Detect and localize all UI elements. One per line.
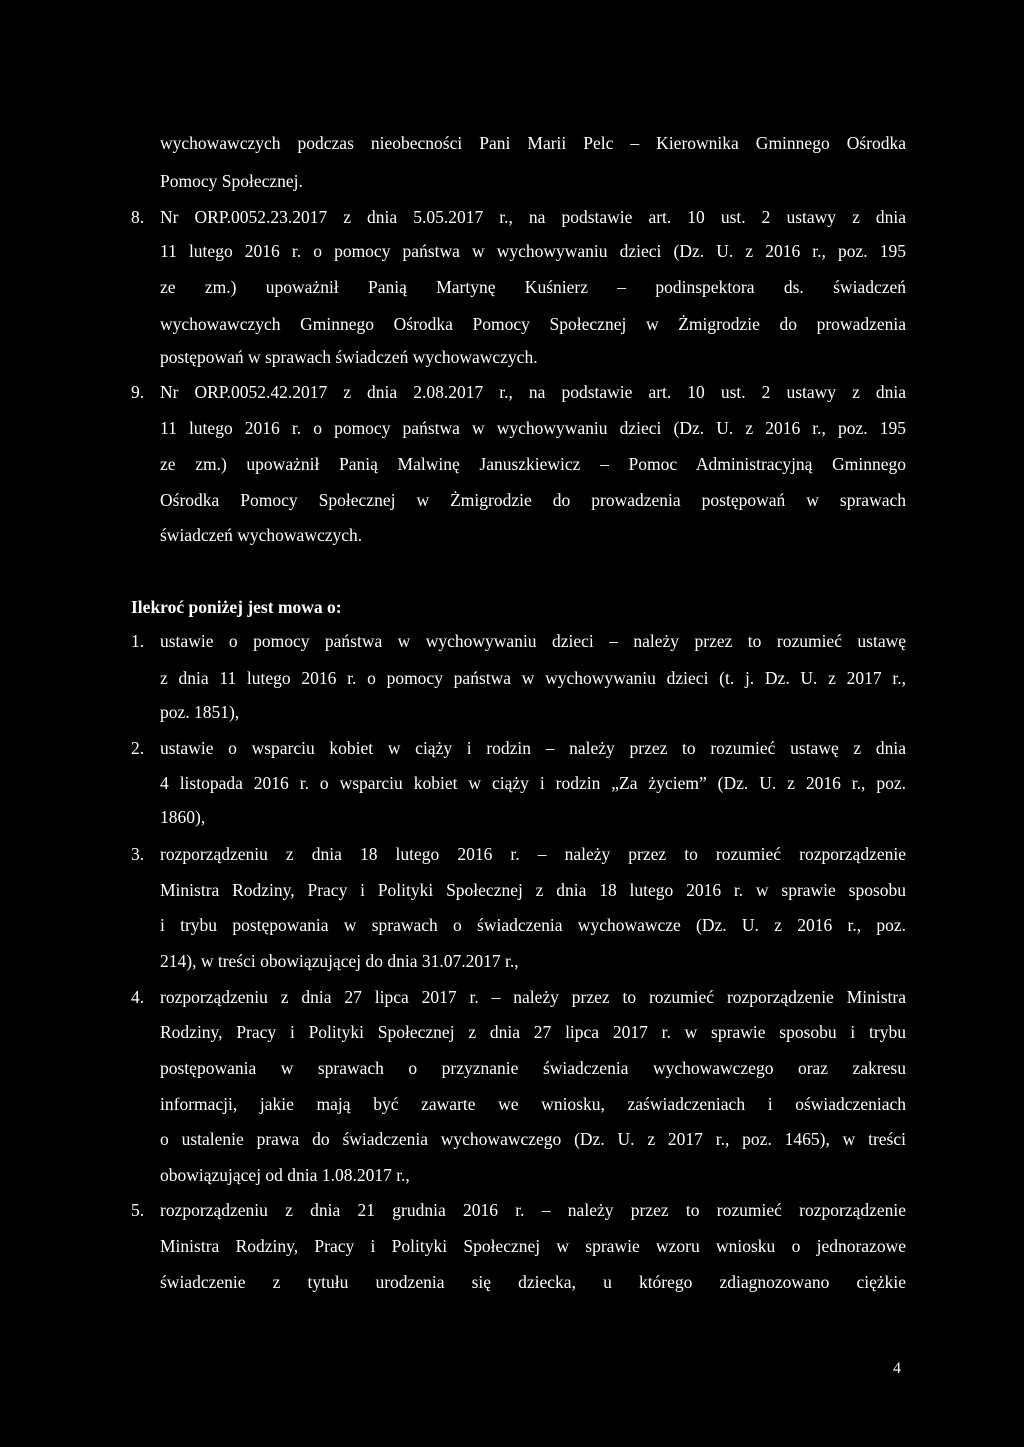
def-3-line-4: 214), w treści obowiązującej do dnia 31.07.2017 r., [160,951,519,971]
item-8-line-4: wychowawczych Gminnego Ośrodka Pomocy Społecznej w Żmigrodzie do prowadzenia [160,314,906,334]
item-8-line-5: postępowań w sprawach świadczeń wychowawczych. [160,347,538,367]
def-2-line-1: ustawie o wsparciu kobiet w ciąży i rodzin – należy przez to rozumieć ustawę z dnia [160,738,906,758]
def-5-number: 5. [131,1200,145,1220]
item-9-line-4: Ośrodka Pomocy Społecznej w Żmigrodzie do prowadzenia postępowań w sprawach [160,490,906,510]
item-8-line-1: Nr ORP.0052.23.2017 z dnia 5.05.2017 r., na podstawie art. 10 ust. 2 ustawy z dnia [160,207,906,227]
def-4-line-4: informacji, jakie mają być zawarte we wniosku, zaświadczeniach i oświadczeniach [160,1094,906,1114]
def-2-line-3: 1860), [160,807,206,827]
item-9-line-1: Nr ORP.0052.42.2017 z dnia 2.08.2017 r., na podstawie art. 10 ust. 2 ustawy z dnia [160,382,906,402]
def-5-line-3: świadczenie z tytułu urodzenia się dziecka, u którego zdiagnozowano ciężkie [160,1272,906,1292]
def-4-number: 4. [131,987,145,1007]
item-9-line-2: 11 lutego 2016 r. o pomocy państwa w wychowywaniu dzieci (Dz. U. z 2016 r., poz. 195 [160,418,906,438]
def-1-line-1: ustawie o pomocy państwa w wychowywaniu dzieci – należy przez to rozumieć ustawę [160,631,906,651]
intro-line-1: wychowawczych podczas nieobecności Pani Marii Pelc – Kierownika Gminnego Ośrodka [160,133,906,153]
def-2-line-2: 4 listopada 2016 r. o wsparciu kobiet w ciąży i rodzin „Za życiem” (Dz. U. z 2016 r., poz. [160,773,906,793]
def-3-line-1: rozporządzeniu z dnia 18 lutego 2016 r. – należy przez to rozumieć rozporządzenie [160,844,906,864]
item-8-line-2: 11 lutego 2016 r. o pomocy państwa w wychowywaniu dzieci (Dz. U. z 2016 r., poz. 195 [160,241,906,261]
def-5-line-2: Ministra Rodziny, Pracy i Polityki Społecznej w sprawie wzoru wniosku o jednorazowe [160,1236,906,1256]
item-8-line-3: ze zm.) upoważnił Panią Martynę Kuśnierz – podinspektora ds. świadczeń [160,277,906,297]
def-4-line-2: Rodziny, Pracy i Polityki Społecznej z dnia 27 lipca 2017 r. w sprawie sposobu i trybu [160,1022,906,1042]
def-1-number: 1. [131,631,145,651]
item-8-number: 8. [131,207,145,227]
def-1-line-3: poz. 1851), [160,702,240,722]
def-3-number: 3. [131,844,145,864]
intro-line-2: Pomocy Społecznej. [160,171,303,191]
def-4-line-5: o ustalenie prawa do świadczenia wychowawczego (Dz. U. z 2017 r., poz. 1465), w treści [160,1129,906,1149]
item-9-number: 9. [131,382,145,402]
page-number: 4 [893,1360,901,1377]
def-4-line-6: obowiązującej od dnia 1.08.2017 r., [160,1165,410,1185]
def-2-number: 2. [131,738,145,758]
def-3-line-2: Ministra Rodziny, Pracy i Polityki Społecznej z dnia 18 lutego 2016 r. w sprawie sposobu [160,880,906,900]
def-4-line-3: postępowania w sprawach o przyznanie świadczenia wychowawczego oraz zakresu [160,1058,906,1078]
definitions-heading: Ilekroć poniżej jest mowa o: [131,597,342,617]
def-4-line-1: rozporządzeniu z dnia 27 lipca 2017 r. – należy przez to rozumieć rozporządzenie Ministra [160,987,906,1007]
item-9-line-3: ze zm.) upoważnił Panią Malwinę Januszkiewicz – Pomoc Administracyjną Gminnego [160,454,906,474]
def-1-line-2: z dnia 11 lutego 2016 r. o pomocy państwa w wychowywaniu dzieci (t. j. Dz. U. z 2017 r., [160,668,906,688]
def-5-line-1: rozporządzeniu z dnia 21 grudnia 2016 r. – należy przez to rozumieć rozporządzenie [160,1200,906,1220]
def-3-line-3: i trybu postępowania w sprawach o świadczenia wychowawcze (Dz. U. z 2016 r., poz. [160,915,906,935]
item-9-line-5: świadczeń wychowawczych. [160,525,363,545]
